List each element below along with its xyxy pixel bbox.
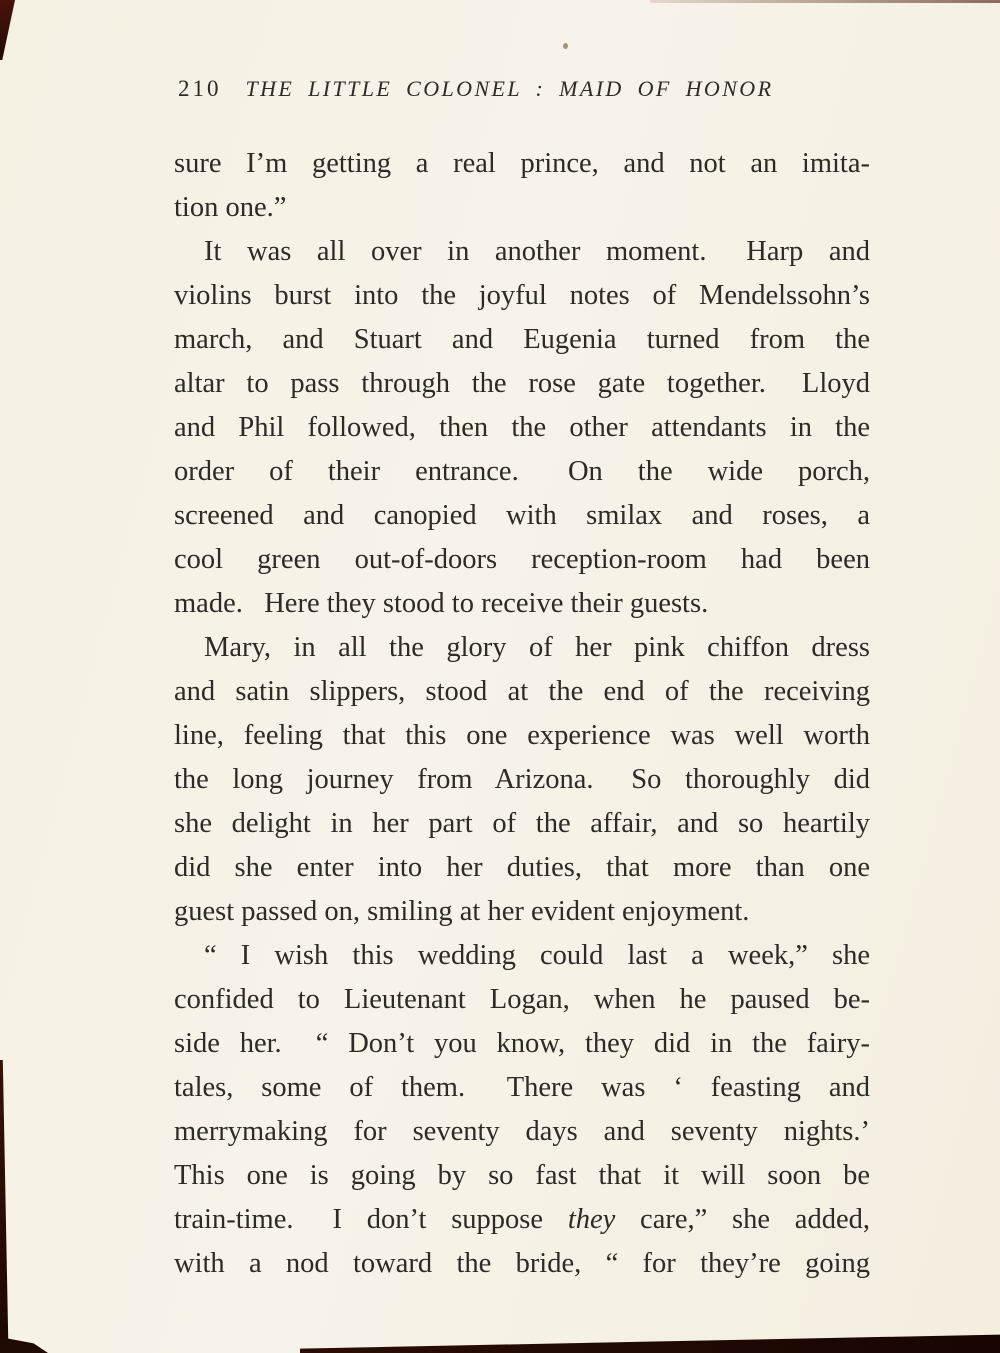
text-line: screened and canopied with smilax and roses, a <box>174 500 870 531</box>
text-line: train-time. I don’t suppose they care,” she added, <box>174 1204 870 1235</box>
text-line: merrymaking for seventy days and seventy nights.’ <box>174 1116 870 1147</box>
text-line: did she enter into her duties, that more than one <box>174 852 870 883</box>
text-line: It was all over in another moment. Harp and <box>204 236 870 267</box>
paragraph <box>174 626 870 934</box>
scan-artifact-top-edge <box>650 0 1000 3</box>
paragraph <box>174 934 870 1286</box>
text-line: side her. “ Don’t you know, they did in the fairy- <box>174 1028 870 1059</box>
text-line: This one is going by so fast that it will soon be <box>174 1160 870 1191</box>
text-line: line, feeling that this one experience was well worth <box>174 720 870 751</box>
scan-artifact-top-left <box>0 0 15 60</box>
text-line: violins burst into the joyful notes of Mendelssohn’s <box>174 280 870 311</box>
body-text <box>174 142 870 1286</box>
scan-artifact-bottom-edge <box>300 1333 1000 1353</box>
text-line: and Phil followed, then the other attendants in the <box>174 412 870 443</box>
text-line: order of their entrance. On the wide porch, <box>174 456 870 487</box>
text-line: altar to pass through the rose gate together. Lloyd <box>174 368 870 399</box>
page-header <box>178 76 880 102</box>
text-line: tales, some of them. There was ‘ feasting and <box>174 1072 870 1103</box>
text-line: tion one.” <box>174 192 287 223</box>
text-line: she delight in her part of the affair, and so heartily <box>174 808 870 839</box>
paragraph <box>174 230 870 626</box>
scan-artifact-speck <box>563 43 568 49</box>
text-line: made. Here they stood to receive their guests. <box>174 588 709 619</box>
running-head-title: THE LITTLE COLONEL : MAID OF HONOR <box>245 76 774 101</box>
text-line: march, and Stuart and Eugenia turned from the <box>174 324 870 355</box>
text-line: Mary, in all the glory of her pink chiffon dress <box>204 632 870 663</box>
text-line: sure I’m getting a real prince, and not an imita- <box>174 148 870 179</box>
scan-artifact-bottom-left <box>0 1337 48 1353</box>
text-line: cool green out-of-doors reception-room had been <box>174 544 870 575</box>
text-line: guest passed on, smiling at her evident enjoyment. <box>174 896 750 927</box>
paragraph <box>174 142 870 230</box>
scan-artifact-left-edge <box>0 1060 10 1353</box>
text-line: the long journey from Arizona. So thoroughly did <box>174 764 870 795</box>
text-line: “ I wish this wedding could last a week,” she <box>204 940 870 971</box>
text-line: with a nod toward the bride, “ for they’re going <box>174 1248 870 1279</box>
text-line: confided to Lieutenant Logan, when he paused be- <box>174 984 870 1015</box>
text-line: and satin slippers, stood at the end of the receiving <box>174 676 870 707</box>
page-number: 210 <box>178 76 222 101</box>
